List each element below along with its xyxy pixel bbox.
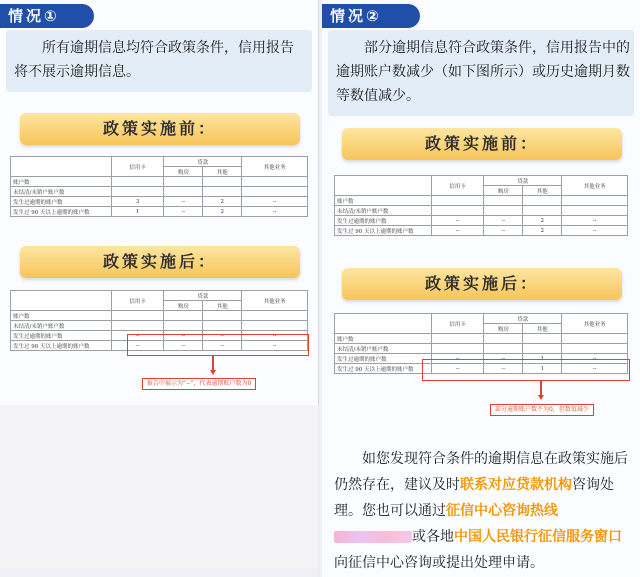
col-credit-card: 信用卡 <box>112 157 164 177</box>
left-note: 报告中展示为“--”，代表逾期账户数为0 <box>142 378 256 390</box>
table-row: 发生过 90 天以上逾期的账户数 -- -- -- -- <box>11 341 308 351</box>
redacted-phone <box>334 531 412 543</box>
right-arrow-head <box>538 395 544 400</box>
left-after-title: 政策实施后： <box>20 246 300 278</box>
pboc-window-highlight: 中国人民银行征信服务窗口 <box>454 529 622 545</box>
table-row: 未结清/未销户账户数 <box>11 321 308 331</box>
hotline-highlight: 征信中心咨询热线 <box>446 503 558 519</box>
col-house: 购房 <box>164 167 203 177</box>
left-arrow-head <box>210 370 216 375</box>
situation-2-panel <box>322 0 640 577</box>
situation-2-badge: 情况② <box>322 4 420 28</box>
right-before-table: 信用卡 贷款 其他业务 购房 其他 账户数 未结清/未销户账户数 发生过逾期的账户数 -- -- 2 -- 发生过 90 天以上逾期的账户数 -- -- 2 -- <box>334 175 628 236</box>
left-before-table <box>10 156 308 217</box>
situation-1-intro-text: 所有逾期信息均符合政策条件，信用报告将不展示逾期信息。 <box>14 40 294 80</box>
left-before-title: 政策实施前： <box>20 113 300 145</box>
table-row: 账户数 <box>11 177 308 187</box>
left-after-table: 信用卡 贷款 其他业务 购房 其他 账户数 未结清/未销户账户数 发生过逾期的账户数 -- -- -- -- 发生过 90 天以上逾期的账户数 -- -- -- -- <box>10 290 308 351</box>
left-bottom-strip <box>0 568 318 577</box>
col-other: 其他 <box>203 167 242 177</box>
situation-1-panel <box>0 0 319 405</box>
table-row: 账户数 <box>335 334 628 344</box>
left-highlight-box <box>127 334 309 356</box>
right-after-title: 政策实施后： <box>342 268 622 300</box>
table-row: 发生过 90 天以上逾期的账户数 -- -- 2 -- <box>335 226 628 236</box>
right-before-title: 政策实施前： <box>342 128 622 160</box>
table-row: 账户数 <box>335 196 628 206</box>
table-row: 未结清/未销户账户数 <box>11 187 308 197</box>
right-highlight-box <box>422 359 630 381</box>
table-row: 发生过 90 天以上逾期的账户数 1 -- 2 -- <box>11 207 308 217</box>
situation-1-badge: 情况① <box>0 4 94 28</box>
contact-lender-highlight: 联系对应贷款机构 <box>460 477 572 493</box>
col-loan: 贷款 <box>164 157 242 167</box>
table-row: 发生过逾期的账户数 -- -- 1 -- <box>335 354 628 364</box>
table-row: 未结清/未销户账户数 <box>335 344 628 354</box>
table-row: 发生过逾期的账户数 -- -- -- -- <box>11 331 308 341</box>
right-after-table: 信用卡 贷款 其他业务 购房 其他 账户数 未结清/未销户账户数 发生过逾期的账户数 -- -- 1 -- 发生过 90 天以上逾期的账户数 -- -- 1 -- <box>334 313 628 374</box>
table-row: 未结清/未销户账户数 <box>335 206 628 216</box>
col-other-business: 其他业务 <box>242 157 308 177</box>
table-row: 发生过 90 天以上逾期的账户数 -- -- 1 -- <box>335 364 628 374</box>
table-row: 发生过逾期的账户数 -- -- 2 -- <box>335 216 628 226</box>
contact-advice-text: 如您发现符合条件的逾期信息在政策实施后仍然存在，建议及时联系对应贷款机构咨询处理。您也可以通过征信中心咨询热线或各地中国人民银行征信服务窗口向征信中心咨询或提出处理申请。 <box>334 451 628 571</box>
situation-2-intro-text: 部分逾期信息符合政策条件，信用报告中的逾期账户数减少（如下图所示）或历史逾期月数等数值减少。 <box>336 40 630 104</box>
table-row: 发生过逾期的账户数 3 -- 2 -- <box>11 197 308 207</box>
table-row: 账户数 <box>11 311 308 321</box>
right-note: 部分逾期账户数不为0，但数值减少 <box>490 404 594 416</box>
